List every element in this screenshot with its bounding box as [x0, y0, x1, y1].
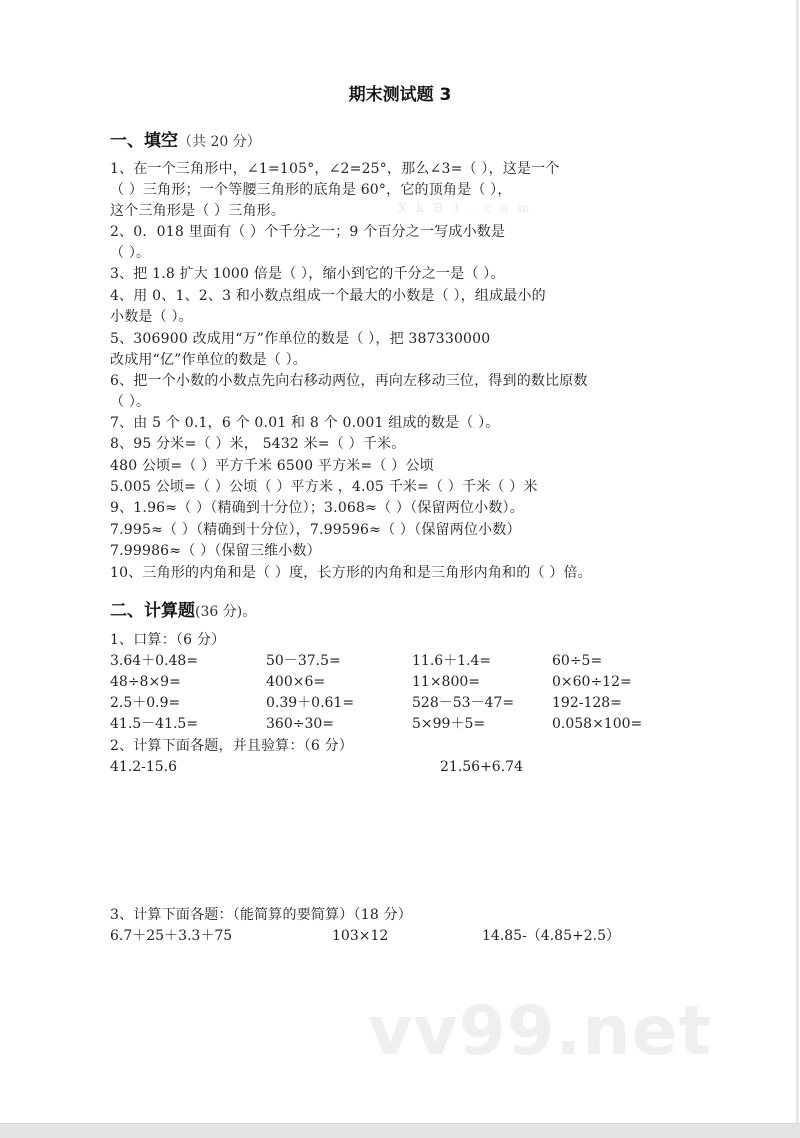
section-heading-note: （共 20 分） [178, 134, 261, 150]
oral-item: 400×6= [266, 674, 326, 690]
oral-item: 5×99＋5= [412, 716, 486, 732]
question-line: 7.995≈（ ）（精确到十分位），7.99596≈（ ）（保留两位小数） [110, 522, 521, 538]
subsection-label-verify: 2、计算下面各题，并且验算：（6 分） [110, 738, 354, 754]
question-line: 2、0．018 里面有（ ）个千分之一；9 个百分之一写成小数是 [110, 224, 506, 240]
section-heading-label: 二、计算题 [110, 601, 195, 621]
oral-item: 192-128= [552, 695, 622, 711]
watermark-small: XkB1.com [398, 201, 540, 215]
question-line: 7.99986≈（ ）（保留三维小数） [110, 543, 321, 559]
section-heading-note: (36 分)。 [195, 604, 257, 620]
question-line: （ ）。 [110, 245, 151, 261]
oral-item: 48÷8×9= [110, 674, 181, 690]
question-line: 10、三角形的内角和是（ ）度，长方形的内角和是三角形内角和的（ ）倍。 [110, 565, 592, 581]
oral-item: 360÷30= [266, 716, 334, 732]
oral-item: 528－53－47= [412, 695, 515, 711]
question-line: （ ）。 [110, 394, 151, 410]
question-line: 5.005 公顷=（ ）公顷（ ）平方米 ，4.05 千米=（ ）千米（ ）米 [110, 479, 538, 495]
oral-item: 11.6＋1.4= [412, 653, 492, 669]
question-line: 9、1.96≈（ ）（精确到十分位）；3.068≈（ ）（保留两位小数）。 [110, 500, 524, 516]
oral-item: 2.5＋0.9= [110, 695, 181, 711]
subsection-label-simplify: 3、计算下面各题：（能简算的要简算）（18 分） [110, 907, 412, 923]
simplify-item: 14.85-（4.85+2.5） [482, 928, 620, 944]
section-heading-label: 一、填空 [110, 131, 178, 151]
question-line: 8、95 分米=（ ）米， 5432 米=（ ）千米。 [110, 436, 406, 452]
oral-item: 0×60÷12= [552, 674, 632, 690]
simplify-item: 6.7＋25＋3.3＋75 [110, 928, 233, 944]
question-line: 6、把一个小数的小数点先向右移动两位，再向左移动三位，得到的数比原数 [110, 373, 588, 389]
oral-item: 3.64＋0.48= [110, 653, 199, 669]
section-heading-fill-in [110, 126, 261, 151]
simplify-item: 103×12 [332, 928, 389, 944]
question-line: 480 公顷=（ ）平方千米 6500 平方米=（ ）公顷 [110, 458, 434, 474]
question-line: 3、把 1.8 扩大 1000 倍是（ ），缩小到它的千分之一是（ ）。 [110, 266, 505, 282]
question-line: 这个三角形是（ ）三角形。 [110, 203, 286, 219]
question-line: 改成用“亿”作单位的数是（ ）。 [110, 352, 307, 368]
oral-item: 41.5－41.5= [110, 716, 199, 732]
subsection-label-oral: 1、口算：（6 分） [110, 632, 226, 648]
oral-item: 11×800= [412, 674, 480, 690]
verify-item: 41.2-15.6 [110, 759, 178, 775]
question-line: 小数是（ ）。 [110, 309, 193, 325]
page-bottom-edge [0, 1123, 800, 1138]
section-heading-calculation [110, 596, 256, 621]
watermark-large: vv99.net [368, 992, 713, 1071]
oral-item: 0.39＋0.61= [266, 695, 355, 711]
question-line: （ ）三角形；一个等腰三角形的底角是 60°，它的顶角是（ ）， [110, 182, 512, 198]
oral-item: 60÷5= [552, 653, 603, 669]
question-line: 5、306900 改成用“万”作单位的数是（ ），把 387330000 [110, 331, 491, 347]
oral-item: 0.058×100= [552, 716, 643, 732]
question-line: 1、在一个三角形中，∠1=105°，∠2=25°，那么∠3=（ ），这是一个 [110, 161, 560, 177]
verify-item: 21.56+6.74 [440, 759, 523, 775]
question-line: 7、由 5 个 0.1，6 个 0.01 和 8 个 0.001 组成的数是（ ）。 [110, 415, 500, 431]
oral-item: 50－37.5= [266, 653, 341, 669]
page-title: 期末测试题 3 [348, 85, 452, 105]
question-line: 4、用 0、1、2、3 和小数点组成一个最大的小数是（ ），组成最小的 [110, 288, 546, 304]
